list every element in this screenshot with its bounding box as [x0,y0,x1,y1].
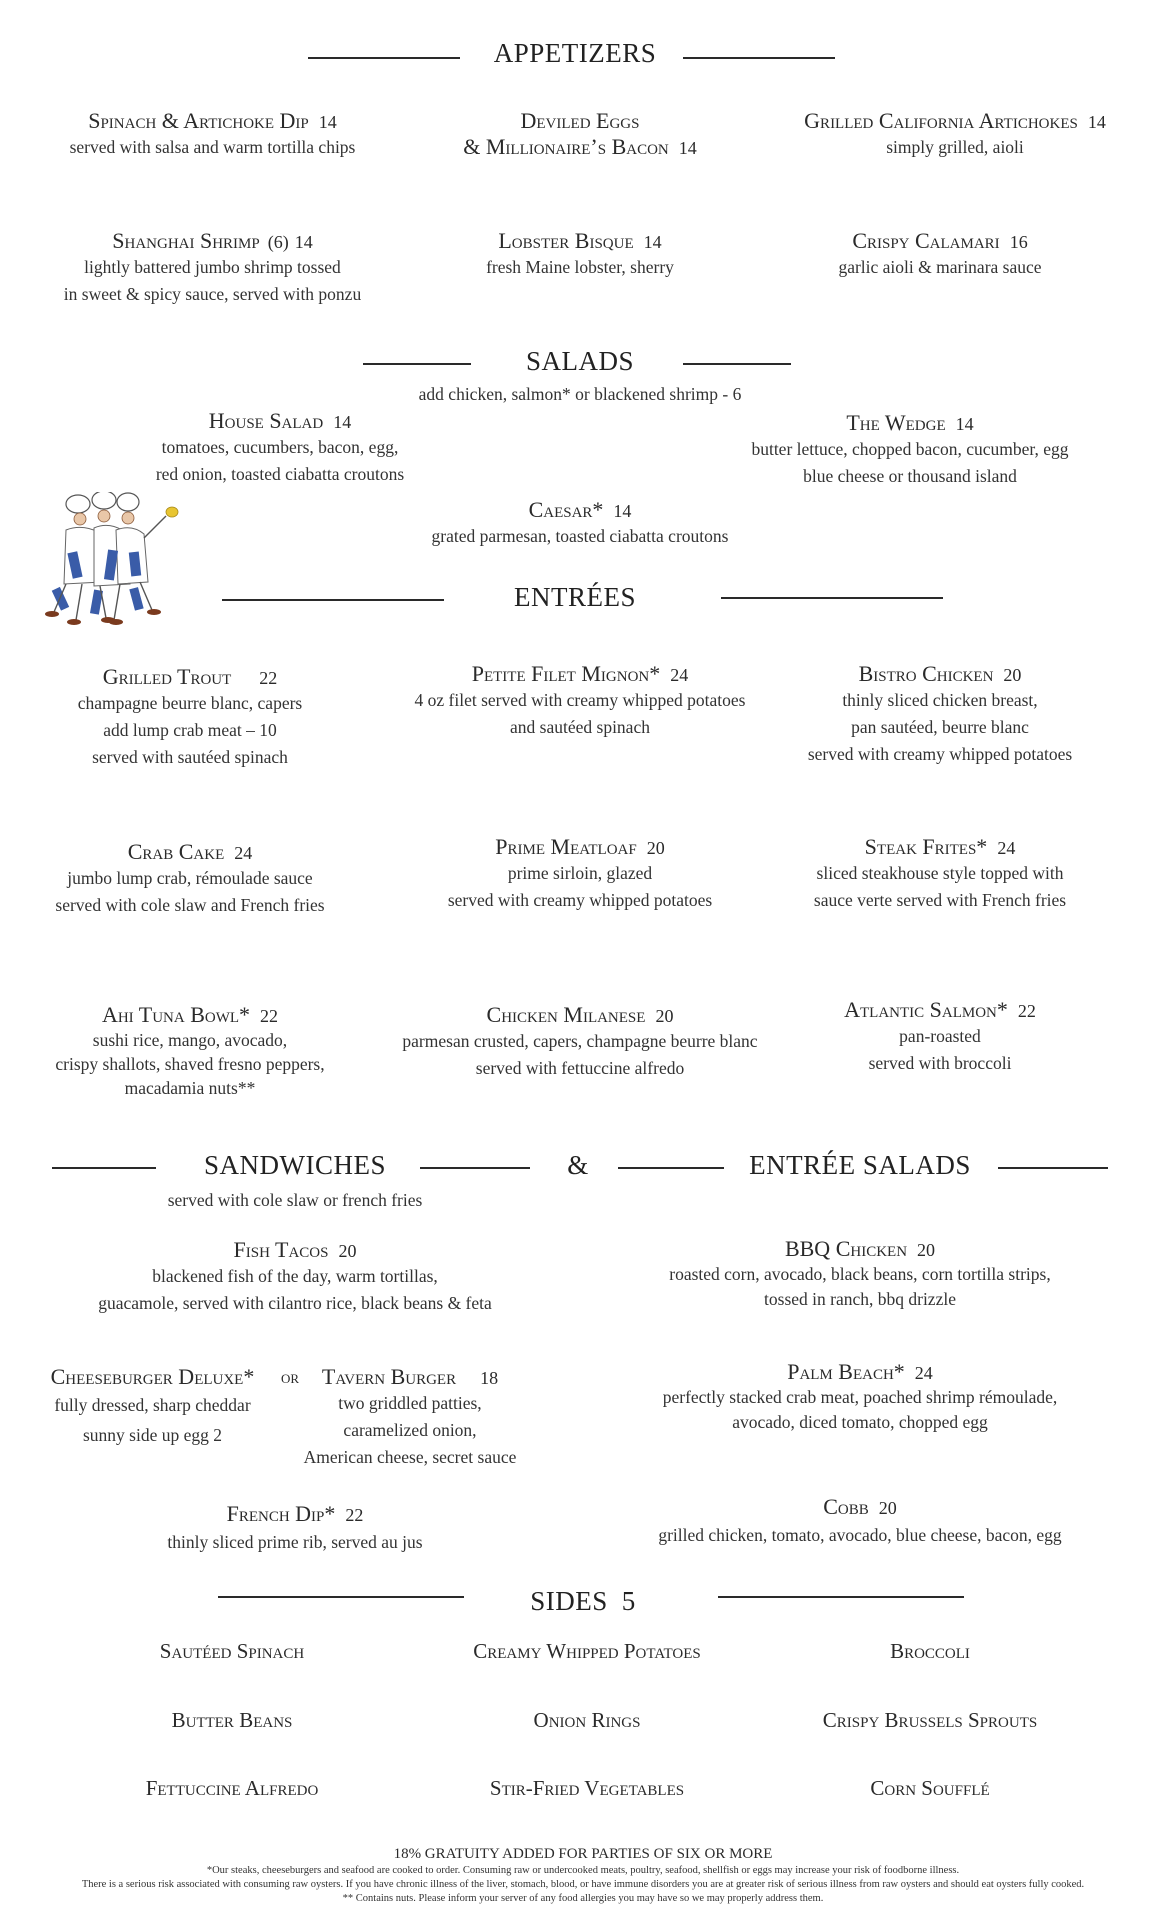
menu-item [20,228,405,308]
or-connector: or [280,1367,300,1388]
item-description: thinly sliced prime rib, served au jus [167,1532,423,1552]
item-name: Petite Filet Mignon* [471,661,661,686]
item-price: 20 [655,1006,674,1026]
frying-pan-icon [166,507,178,517]
item-description: champagne beurre blanc, capers [77,693,303,713]
side-item: Fettuccine Alfredo [145,1776,319,1800]
section-title-sides [478,1586,688,1617]
item-name: Atlantic Salmon* [844,997,1008,1022]
item-price: 14 [333,412,352,432]
item-price: 24 [997,838,1016,858]
item-name: Prime Meatloaf [495,834,637,859]
item-name: Spinach & Artichoke Dip [88,108,309,133]
gratuity-notice: 18% GRATUITY ADDED FOR PARTIES OF SIX OR MORE [393,1846,773,1862]
item-name: BBQ Chicken [784,1236,908,1261]
menu-item [600,1359,1120,1435]
item-description: thinly sliced chicken breast, [842,690,1038,710]
side-item: Creamy Whipped Potatoes [473,1639,701,1663]
item-name: Crispy Calamari [852,228,1000,253]
item-name: Lobster Bisque [498,228,634,253]
disclaimer-line: ** Contains nuts. Please inform your server of any food allergies you may have so we may properly address them. [342,1893,824,1904]
item-description: garlic aioli & marinara sauce [838,257,1042,277]
item-name: Shanghai Shrimp [112,228,260,253]
item-price: 14 [294,232,313,252]
item-price: 24 [914,1363,933,1383]
item-name: The Wedge [846,410,946,435]
menu-item [755,228,1125,281]
item-name: Caesar* [528,497,604,522]
item-name: Fish Tacos [233,1237,329,1262]
item-name: Grilled Trout [102,664,232,689]
side-item: Sautéed Spinach [159,1639,305,1663]
item-price: 20 [646,838,665,858]
item-price: 20 [917,1240,936,1260]
item-price: 14 [318,112,337,132]
menu-item [60,1501,530,1557]
item-description: pan-roasted [899,1026,981,1046]
disclaimer-line: *Our steaks, cheeseburgers and seafood are cooked to order. Consuming raw or undercooked meats, poultry, seafood, shellfish or eggs may increase your risk of foodborne illness. [206,1865,960,1876]
menu-item [775,997,1105,1077]
item-description: sliced steakhouse style topped with [816,863,1064,883]
side-item: Butter Beans [171,1708,293,1732]
item-description: tossed in ranch, bbq drizzle [764,1289,956,1309]
item-name: Bistro Chicken [858,661,994,686]
section-title-sandwiches: SANDWICHES [203,1150,386,1180]
side-item: Onion Rings [533,1708,641,1732]
divider-line [998,1167,1108,1169]
item-description: two griddled patties, [338,1393,482,1413]
item-price: 14 [955,414,974,434]
item-description: crispy shallots, shaved fresno peppers, [55,1054,325,1074]
item-name: Grilled California Artichokes [804,108,1078,133]
menu-item [20,1364,285,1450]
item-price: 14 [643,232,662,252]
item-description: fresh Maine lobster, sherry [486,257,674,277]
item-description: served with salsa and warm tortilla chips [69,137,356,157]
item-description: grated parmesan, toasted ciabatta croutons [431,526,729,546]
menu-item [405,228,755,281]
side-item: Crispy Brussels Sprouts [822,1708,1038,1732]
divider-line [718,1596,964,1598]
item-price: 20 [878,1498,897,1518]
item-description: sushi rice, mango, avocado, [92,1030,288,1050]
item-price: 22 [260,1006,279,1026]
item-description: parmesan crusted, capers, champagne beurre blanc [402,1031,758,1051]
item-name: Cobb [823,1494,869,1519]
sides-price: 5 [621,1586,636,1616]
sandwiches-note: served with cole slaw or french fries [167,1190,423,1210]
item-description: blue cheese or thousand island [803,466,1017,486]
divider-line [721,597,943,599]
item-description: in sweet & spicy sauce, served with ponzu [63,284,362,304]
item-name: Crab Cake [127,839,225,864]
item-description: red onion, toasted ciabatta croutons [155,464,405,484]
item-name: Chicken Milanese [486,1002,646,1027]
menu-item [600,1236,1120,1312]
item-price: 18 [480,1368,499,1388]
item-description: sunny side up egg 2 [82,1425,223,1445]
section-title-salads: SALADS [525,346,635,376]
divider-line [218,1596,464,1598]
section-title-entrees: ENTRÉES [514,582,636,612]
menu-item [20,108,405,161]
disclaimer-line: There is a serious risk associated with consuming raw oysters. If you have chronic illness of the liver, stomach, blood, or have immune disorders you are at greater risk of serious illness from raw oysters and should eat oysters fully cooked. [81,1879,1085,1890]
menu-item [110,408,450,488]
divider-line [222,599,444,601]
item-description: perfectly stacked crab meat, poached shrimp rémoulade, [662,1387,1058,1407]
dancing-chefs-illustration [36,492,196,628]
salads-add-on-note: add chicken, salmon* or blackened shrimp - 6 [418,384,742,404]
divider-line [683,363,791,365]
menu-item [600,1494,1120,1550]
item-price: 14 [613,501,632,521]
item-price: 24 [234,843,253,863]
item-name: & Millionaire’s Bacon [463,134,669,159]
item-name: Deviled Eggs [520,108,640,133]
item-price: 16 [1009,232,1028,252]
item-name: Palm Beach* [787,1359,905,1384]
menu-item [755,108,1155,161]
menu-item [710,410,1110,490]
item-description: fully dressed, sharp cheddar [54,1395,251,1415]
menu-item [370,834,790,914]
menu-item [290,1364,530,1471]
item-description: served with fettuccine alfredo [475,1058,685,1078]
menu-item [775,661,1105,768]
item-price: 22 [1017,1001,1036,1021]
item-price: 20 [1003,665,1022,685]
item-description: American cheese, secret sauce [303,1447,517,1467]
item-description: tomatoes, cucumbers, bacon, egg, [161,437,399,457]
side-item: Broccoli [890,1639,970,1663]
item-description: roasted corn, avocado, black beans, corn tortilla strips, [669,1264,1051,1284]
item-description: served with cole slaw and French fries [55,895,325,915]
item-description: add lump crab meat – 10 [103,720,277,740]
item-name: Steak Frites* [864,834,988,859]
item-description: 4 oz filet served with creamy whipped potatoes [414,690,746,710]
divider-line [308,57,460,59]
section-title-entree-salads: ENTRÉE SALADS [749,1150,971,1180]
menu-item [370,497,790,550]
item-description: butter lettuce, chopped bacon, cucumber, egg [751,439,1069,459]
item-description: prime sirloin, glazed [507,863,653,883]
item-description: served with creamy whipped potatoes [447,890,713,910]
item-description: simply grilled, aioli [886,137,1024,157]
item-name: Tavern Burger [321,1364,457,1389]
item-description: avocado, diced tomato, chopped egg [732,1412,988,1432]
item-description: caramelized onion, [343,1420,477,1440]
item-name: Cheeseburger Deluxe* [50,1364,255,1389]
divider-line [683,57,835,59]
item-description: served with creamy whipped potatoes [807,744,1073,764]
menu-item [20,664,360,771]
item-price: 20 [338,1241,357,1261]
divider-line [618,1167,724,1169]
divider-line [420,1167,530,1169]
sides-title: SIDES [530,1586,608,1616]
item-description: served with broccoli [868,1053,1012,1073]
item-description: sauce verte served with French fries [813,890,1067,910]
item-price: 24 [670,665,689,685]
item-price: 22 [259,668,278,688]
menu-item [775,834,1105,914]
item-price: 14 [1087,112,1106,132]
item-description: and sautéed spinach [510,717,650,737]
menu-item [60,1237,530,1317]
item-name: Ahi Tuna Bowl* [101,1002,251,1027]
item-description: grilled chicken, tomato, avocado, blue cheese, bacon, egg [658,1525,1062,1545]
divider-line [363,363,471,365]
side-item: Corn Soufflé [870,1776,990,1800]
item-price: 14 [678,138,697,158]
menu-item [20,1002,360,1100]
menu-item [370,661,790,741]
item-description: served with sautéed spinach [92,747,288,767]
menu-item [20,839,360,919]
section-title-appetizers: APPETIZERS [493,38,657,68]
menu-item [405,108,755,160]
item-description: pan sautéed, beurre blanc [851,717,1029,737]
item-quantity: (6) [267,232,289,252]
menu-item [370,1002,790,1082]
item-description: blackened fish of the day, warm tortillas, [152,1266,438,1286]
item-description: macadamia nuts** [124,1078,256,1098]
divider-line [52,1167,156,1169]
item-name: French Dip* [226,1501,336,1526]
item-name: House Salad [208,408,324,433]
item-description: guacamole, served with cilantro rice, black beans & feta [98,1293,492,1313]
side-item: Stir-Fried Vegetables [489,1776,685,1800]
item-description: jumbo lump crab, rémoulade sauce [67,868,313,888]
item-description: lightly battered jumbo shrimp tossed [84,257,341,277]
ampersand: & [567,1150,589,1180]
item-price: 22 [345,1505,364,1525]
